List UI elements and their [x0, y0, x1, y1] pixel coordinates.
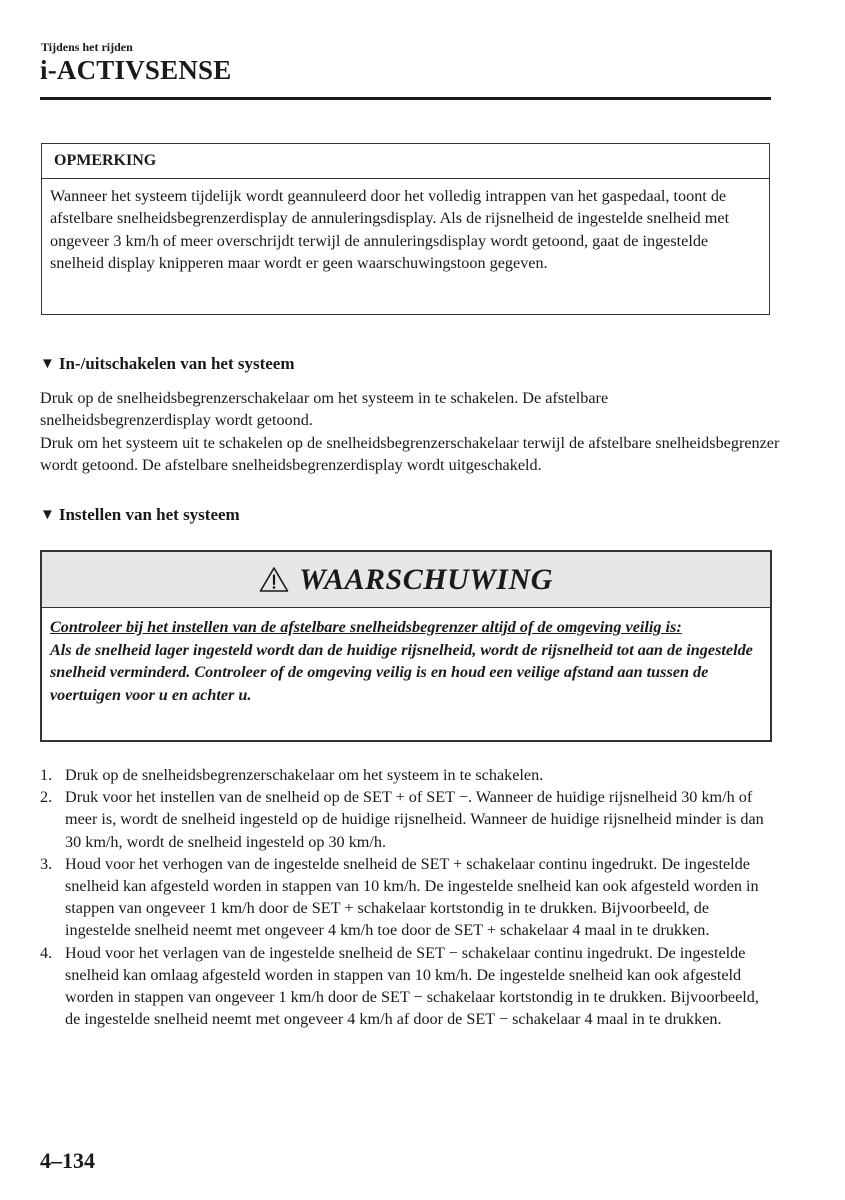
section-heading-setting: [40, 505, 240, 525]
note-text: Wanneer het systeem tijdelijk wordt geannuleerd door het volledig intrappen van het gaspedaal, toont de afstelbare snelheidsbegrenzerdisplay de annuleringsdisplay. Als de rijsnelheid de ingestelde snelheid met ongeveer 3 km/h of meer overschrijdt terwijl de annuleringsdisplay wordt getoond, gaat de ingestelde snelheid display knipperen maar wordt er geen waarschuwingstoon gegeven.: [50, 187, 730, 272]
warning-box: [40, 550, 772, 742]
step-text: Houd voor het verhogen van de ingestelde snelheid de SET + schakelaar continu ingedrukt. De ingestelde snelheid kan afgesteld worden in stappen van 10 km/h. De ingestelde snelheid kan ook afgesteld worden in stappen van ongeveer 1 km/h door de SET + schakelaar kortstondig in te drukken. Bijvoorbeeld, de ingestelde snelheid neemt met ongeveer 4 km/h toe door de SET + schakelaar 4 maal in te drukken.: [65, 854, 759, 940]
warning-lead: Controleer bij het instellen van de afstelbare snelheidsbegrenzer altijd of de omgeving veilig is:: [50, 618, 682, 636]
header-rule: [40, 97, 771, 100]
list-item: [40, 786, 775, 853]
steps-list: [40, 764, 775, 1030]
warning-title: WAARSCHUWING: [299, 562, 553, 596]
warning-triangle-icon: [259, 566, 289, 593]
step-number: 1.: [40, 766, 53, 784]
toggle-paragraph-off: Druk om het systeem uit te schakelen op de snelheidsbegrenzerschakelaar terwijl de afstelbare snelheidsbegrenzer wordt getoond. De afstelbare snelheidsbegrenzerdisplay wordt uitgeschakeld.: [40, 434, 780, 475]
step-text: Houd voor het verlagen van de ingestelde snelheid de SET − schakelaar continu ingedrukt. De ingestelde snelheid kan omlaag afgesteld worden in stappen van 10 km/h. De ingestelde snelheid kan ook afgesteld worden in stappen van ongeveer 1 km/h door de SET − schakelaar kortstondig in te drukken. Bijvoorbeeld, de ingestelde snelheid neemt met ongeveer 4 km/h af door de SET − schakelaar 4 maal in te drukken.: [65, 943, 759, 1029]
note-heading: OPMERKING: [42, 144, 769, 179]
page-number: 4–134: [40, 1148, 95, 1173]
triangle-bullet-icon: ▼: [40, 356, 55, 372]
list-item: [40, 942, 775, 1031]
list-item: [40, 764, 775, 786]
section-heading-toggle: [40, 354, 295, 374]
note-box: [41, 143, 770, 315]
section-heading-toggle-text: In-/uitschakelen van het systeem: [58, 354, 295, 373]
section-heading-setting-text: Instellen van het systeem: [58, 505, 240, 524]
toggle-paragraph-on: Druk op de snelheidsbegrenzerschakelaar om het systeem in te schakelen. De afstelbare snelheidsbegrenzerdisplay wordt getoond.: [40, 389, 609, 430]
step-text: Druk op de snelheidsbegrenzerschakelaar om het systeem in te schakelen.: [65, 766, 544, 784]
step-number: 2.: [40, 788, 53, 807]
warning-text: Als de snelheid lager ingesteld wordt dan de huidige rijsnelheid, wordt de rijsnelheid tot aan de ingestelde snelheid verminderd. Controleer of de omgeving veilig is en houd een veilige afstand aan tussen de voertuigen voor u en achter u.: [50, 640, 753, 704]
step-number: 4.: [40, 943, 53, 962]
step-text: Druk voor het instellen van de snelheid op de SET + of SET −. Wanneer de huidige rijsnelheid 30 km/h of meer is, wordt de snelheid ingesteld op de huidige rijsnelheid. Wanneer de huidige rijsnelheid minder is dan 30 km/h, wordt de snelheid ingesteld op 30 km/h.: [65, 788, 764, 851]
step-number: 3.: [40, 854, 53, 873]
warning-body: [42, 608, 770, 706]
warning-header: [42, 552, 770, 608]
chapter-title: i-ACTIVSENSE: [40, 55, 232, 85]
list-item: [40, 853, 775, 942]
section-label: Tijdens het rijden: [41, 40, 133, 54]
triangle-bullet-icon: ▼: [40, 507, 55, 523]
